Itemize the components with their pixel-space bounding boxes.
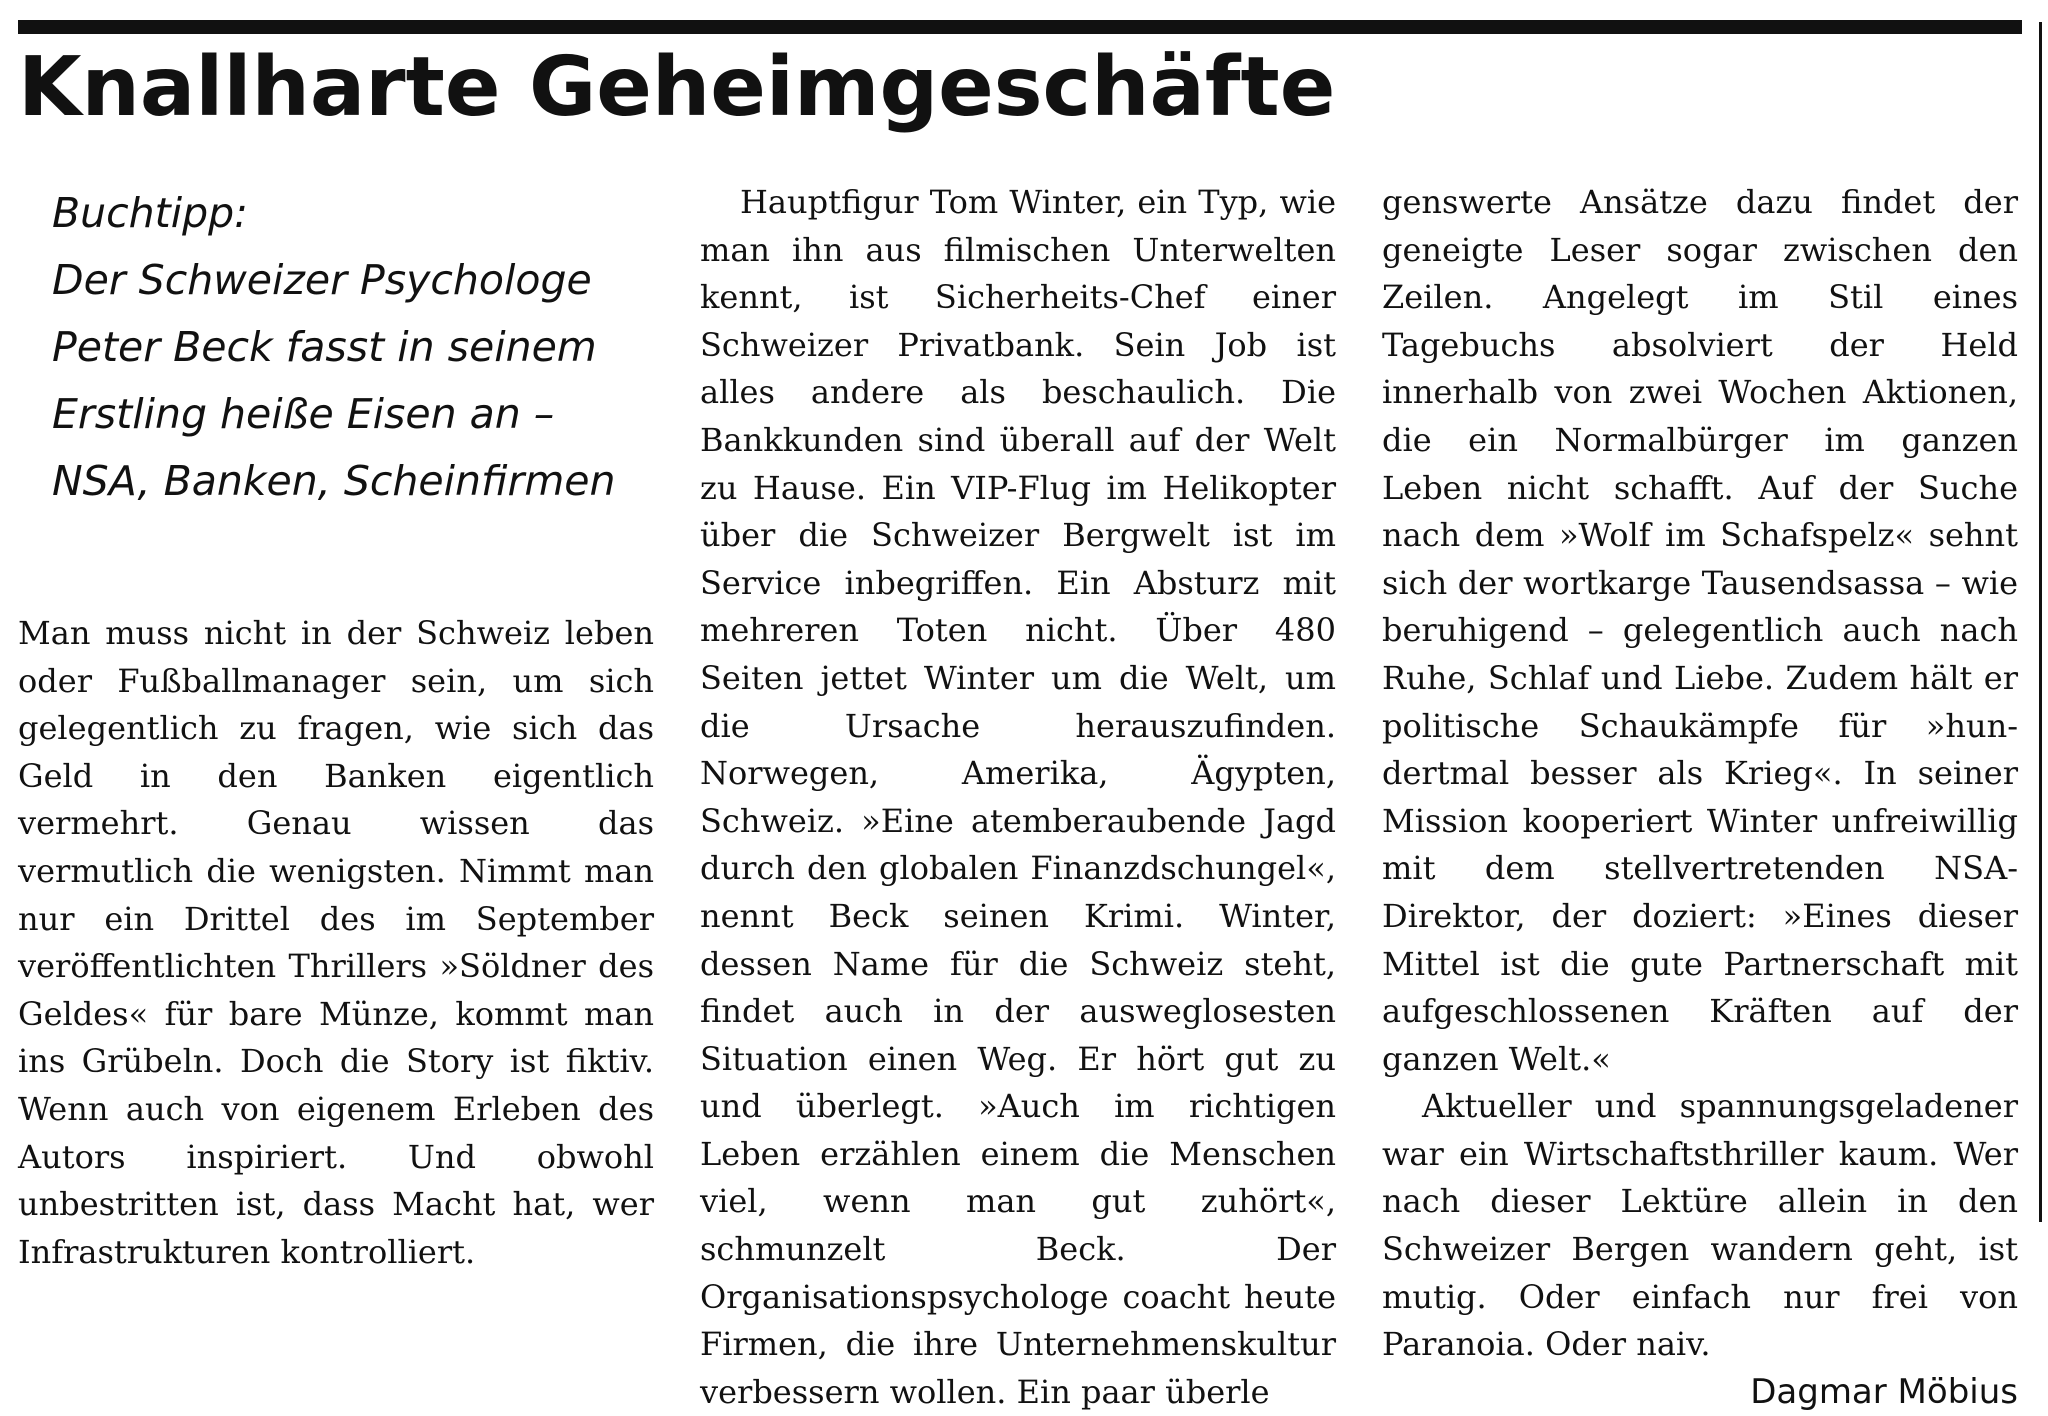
article-column-1 bbox=[18, 610, 654, 1276]
right-column-rule bbox=[2039, 22, 2042, 1222]
deck-line-1: Buchtipp: bbox=[52, 189, 248, 237]
article-deck bbox=[52, 180, 672, 515]
body-paragraph-3: genswerte Ansätze dazu findet der geneigte Leser sogar zwischen den Zeilen. Angelegt im Stil eines Tagebuchs absolviert der Held innerhalb von zwei Wochen Aktionen, die ein Normalbürger im ganzen Leben nicht schafft. Auf der Suche nach dem »Wolf im Schafspelz« sehnt sich der wortkarge Tausendsassa – wie beruhigend – gelegentlich auch nach Ruhe, Schlaf und Liebe. Zudem hält er politische Schaukämpfe für »hundertmal besser als Krieg«. In seiner Mission kooperiert Winter unfreiwillig mit dem stellvertretenden NSA-Direktor, der doziert: »Eines dieser Mittel ist die gute Partnerschaft mit aufgeschlossenen Kräften auf der ganzen Welt.« bbox=[1382, 183, 2018, 1078]
deck-line-3: Peter Beck fasst in seinem bbox=[52, 323, 597, 371]
deck-line-4: Erstling heiße Eisen an – bbox=[52, 390, 555, 438]
body-paragraph-1: Man muss nicht in der Schweiz leben oder Fußballmanager sein, um sich gelegentlich zu fragen, wie sich das Geld in den Banken eigentlich vermehrt. Genau wissen das vermutlich die wenigsten. Nimmt man nur ein Drittel des im September veröffentlichten Thrillers »Söldner des Geldes« für bare Münze, kommt man ins Grübeln. Doch die Story ist fiktiv. Wenn auch von eigenem Erleben des Autors inspiriert. Und obwohl unbestritten ist, dass Macht hat, wer Infrastrukturen kontrolliert. bbox=[18, 614, 654, 1271]
article-column-2 bbox=[700, 179, 1336, 1416]
body-paragraph-2: Hauptfigur Tom Winter, ein Typ, wie man ihn aus filmischen Unterwelten kennt, ist Sicherheits-Chef einer Schweizer Privatbank. Sein Job ist alles andere als beschaulich. Die Bankkunden sind überall auf der Welt zu Hause. Ein VIP-Flug im Helikopter über die Schweizer Bergwelt ist im Service inbegriffen. Ein Absturz mit mehreren Toten nicht. Über 480 Seiten jettet Winter um die Welt, um die Ursache herauszufinden. Norwegen, Amerika, Ägypten, Schweiz. »Eine atemberaubende Jagd durch den globalen Finanzdschungel«, nennt Beck seinen Krimi. Winter, dessen Name für die Schweiz steht, findet auch in der ausweglosesten Situation einen Weg. Er hört gut zu und überlegt. »Auch im richtigen Leben erzählen einem die Menschen viel, wenn man gut zuhört«, schmunzelt Beck. Der Organisationspsychologe coacht heute Firmen, die ihre Unternehmenskultur verbessern wollen. Ein paar überle bbox=[700, 183, 1336, 1411]
article-column-3 bbox=[1382, 179, 2018, 1416]
deck-line-5: NSA, Banken, Scheinfirmen bbox=[52, 457, 616, 505]
deck-line-2: Der Schweizer Psychologe bbox=[52, 256, 592, 304]
body-paragraph-4: Aktueller und spannungsgeladener war ein Wirtschaftsthriller kaum. Wer nach dieser Lektüre allein in den Schweizer Bergen wandern geht, ist mutig. Oder einfach nur frei von Paranoia. Oder naiv. bbox=[1382, 1087, 2018, 1364]
author-byline: Dagmar Möbius bbox=[1750, 1371, 2018, 1412]
article-headline: Knallharte Geheimgeschäfte bbox=[18, 40, 1336, 135]
